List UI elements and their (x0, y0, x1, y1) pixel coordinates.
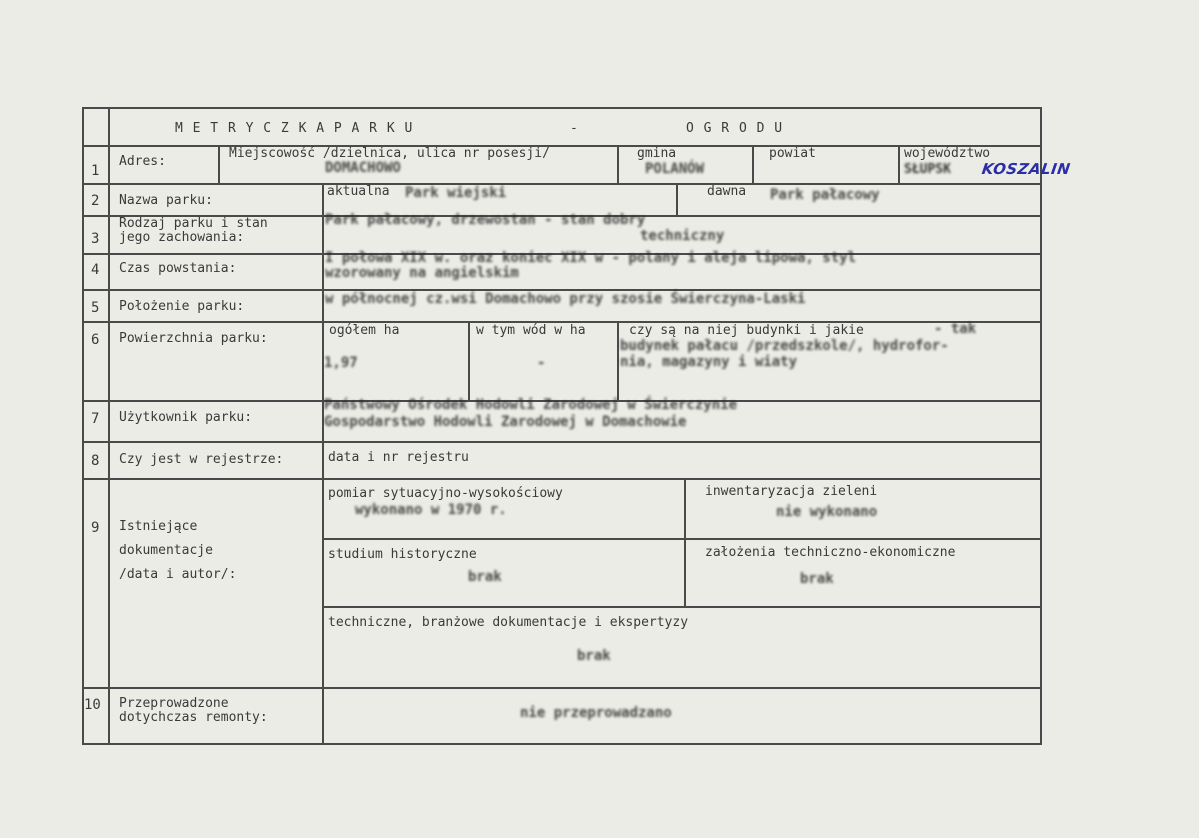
technical-docs-label: techniczne, branżowe dokumentacje i ekspertyzy (328, 615, 689, 630)
renovations-label-line2: dotychczas remonty: (119, 710, 268, 725)
current-name-value: Park wiejski (405, 185, 507, 201)
user-value-line2: Gospodarstwo Hodowli Zarodowej w Domachowie (324, 414, 687, 430)
voivodeship-handwritten-value: KOSZALIN (980, 160, 1072, 178)
park-type-value-line1: Park pałacowy, drzewostan - stan dobry (325, 212, 646, 228)
row-number: 7 (91, 411, 100, 427)
renovations-value: nie przeprowadzano (520, 705, 672, 721)
documentation-label-line3: /data i autor/: (119, 567, 237, 582)
inventory-label: inwentaryzacja zieleni (705, 484, 878, 499)
former-name-label: dawna (707, 184, 747, 199)
total-area-label: ogółem ha (329, 323, 400, 338)
creation-time-value-line1: I połowa XIX w. oraz koniec XIX w - polany i aleja lipowa, styl (325, 250, 857, 266)
creation-time-label: Czas powstania: (119, 261, 237, 276)
survey-label: pomiar sytuacyjno-wysokościowy (328, 486, 563, 501)
buildings-value-line1: - tak (934, 321, 977, 337)
total-area-value: 1,97 (324, 355, 358, 371)
row-number: 4 (91, 262, 100, 278)
row-number: 9 (91, 520, 100, 536)
tech-econ-label: założenia techniczno-ekonomiczne (705, 545, 956, 560)
park-type-label-line2: jego zachowania: (119, 230, 245, 245)
user-label: Użytkownik parku: (119, 410, 253, 425)
renovations-label-line1: Przeprowadzone (119, 696, 229, 711)
buildings-value-line2: budynek pałacu /przedszkole/, hydrofor- (620, 338, 949, 354)
register-label: Czy jest w rejestrze: (119, 452, 284, 467)
technical-docs-value: brak (577, 648, 611, 664)
locality-value: DOMACHOWO (325, 160, 401, 176)
address-label: Adres: (119, 154, 166, 169)
row-number: 1 (91, 163, 100, 179)
buildings-value-line3: nia, magazyny i wiaty (620, 354, 798, 370)
tech-econ-value: brak (800, 571, 834, 587)
documentation-label-line1: Istniejące (119, 519, 198, 534)
park-type-value-line2: techniczny (640, 228, 725, 244)
form-title-dash: - (570, 121, 578, 136)
location-value: w północnej cz.wsi Domachowo przy szosie Świerczyna-Laski (325, 291, 806, 307)
register-date-number-label: data i nr rejestru (328, 450, 469, 465)
row-number: 3 (91, 231, 100, 247)
row-number: 6 (91, 332, 100, 348)
gmina-value: POLANÓW (645, 161, 705, 177)
row-number: 8 (91, 453, 100, 469)
locality-label: Miejscowość /dzielnica, ulica nr posesji/ (229, 146, 550, 161)
location-label: Położenie parku: (119, 299, 245, 314)
former-name-value: Park pałacowy (770, 187, 880, 203)
park-type-label-line1: Rodzaj parku i stan (119, 216, 268, 231)
creation-time-value-line2: wzorowany na angielskim (325, 265, 519, 281)
area-label: Powierzchnia parku: (119, 331, 268, 346)
water-area-value: - (537, 355, 546, 371)
survey-value: wykonano w 1970 r. (355, 502, 507, 518)
row-number: 5 (91, 300, 100, 316)
park-name-label: Nazwa parku: (119, 193, 213, 208)
user-value-line1: Państwowy Ośrodek Hodowli Zarodowej w Świerczynie (324, 397, 738, 413)
gmina-label: gmina (637, 146, 677, 161)
voivodeship-struck-value: SŁUPSK (904, 162, 951, 177)
buildings-label: czy są na niej budynki i jakie (629, 323, 864, 338)
current-name-label: aktualna (327, 184, 390, 199)
row-number: 10 (84, 697, 101, 713)
form-title-left: M E T R Y C Z K A P A R K U (175, 121, 414, 136)
powiat-label: powiat (769, 146, 816, 161)
voivodeship-label: województwo (904, 146, 991, 161)
history-study-value: brak (468, 569, 502, 585)
documentation-label-line2: dokumentacje (119, 543, 213, 558)
row-number: 2 (91, 193, 100, 209)
inventory-value: nie wykonano (776, 504, 878, 520)
history-study-label: studium historyczne (328, 547, 477, 562)
form-title-right: O G R O D U (686, 121, 784, 136)
water-area-label: w tym wód w ha (476, 323, 586, 338)
